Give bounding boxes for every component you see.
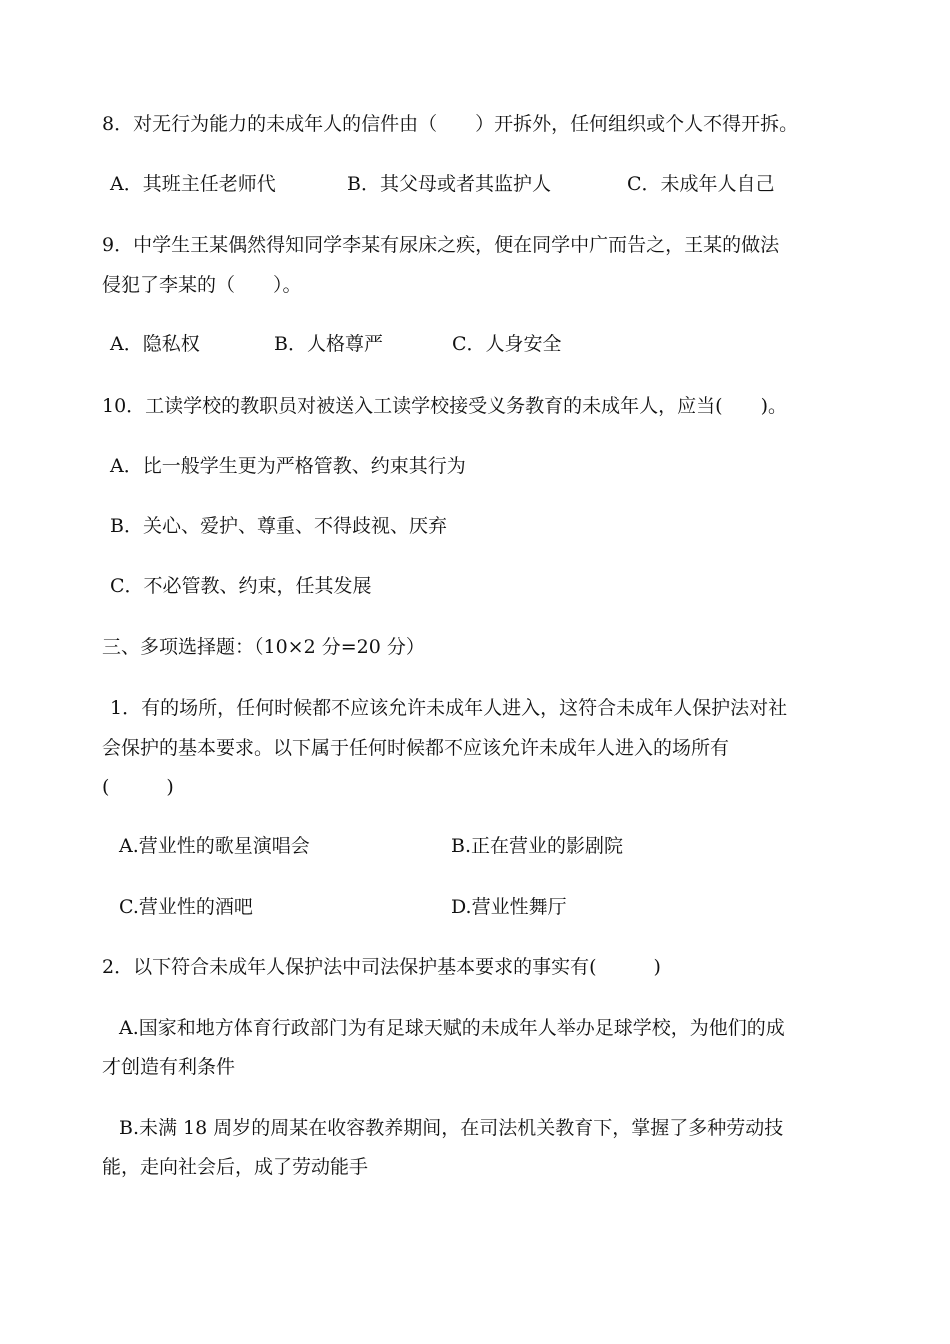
question-10-option-c: C．不必管教、约束，任其发展 <box>110 575 372 597</box>
question-8-option-a: A．其班主任老师代 <box>110 173 276 195</box>
multi-question-1-stem-line-2: 会保护的基本要求。以下属于任何时候都不应该允许未成年人进入的场所有 <box>102 737 730 759</box>
multi-question-1-stem-line-1: 1．有的场所，任何时候都不应该允许未成年人进入，这符合未成年人保护法对社 <box>110 697 788 719</box>
multi-question-2-option-b-line-2: 能，走向社会后，成了劳动能手 <box>102 1156 369 1178</box>
multi-question-1-option-b: B.正在营业的影剧院 <box>451 835 624 857</box>
question-10-stem: 10．工读学校的教职员对被送入工读学校接受义务教育的未成年人，应当( )。 <box>102 395 788 417</box>
multi-question-2-option-b-line-1: B.未满 18 周岁的周某在收容教养期间，在司法机关教育下，掌握了多种劳动技 <box>119 1117 784 1139</box>
question-10-option-a: A．比一般学生更为严格管教、约束其行为 <box>110 455 466 477</box>
question-8-option-b: B．其父母或者其监护人 <box>347 173 551 195</box>
multi-question-2-stem: 2．以下符合未成年人保护法中司法保护基本要求的事实有( ) <box>102 956 661 978</box>
multi-question-1-option-d: D.营业性舞厅 <box>451 896 567 918</box>
question-9-option-b: B．人格尊严 <box>274 333 383 355</box>
question-9-stem-line-2: 侵犯了李某的（ ）。 <box>102 274 302 296</box>
question-9-option-a: A．隐私权 <box>110 333 200 355</box>
multi-question-2-option-a-line-2: 才创造有利条件 <box>102 1056 236 1078</box>
question-8-stem: 8．对无行为能力的未成年人的信件由（ ）开拆外，任何组织或个人不得开拆。 <box>102 113 799 135</box>
question-8-option-c: C．未成年人自己 <box>627 173 775 195</box>
multi-question-1-option-c: C.营业性的酒吧 <box>119 896 253 918</box>
question-9-stem-line-1: 9．中学生王某偶然得知同学李某有尿床之疾，便在同学中广而告之，王某的做法 <box>102 234 780 256</box>
multi-question-1-option-a: A.营业性的歌星演唱会 <box>119 835 310 857</box>
section-3-heading: 三、多项选择题：（10×2 分=20 分） <box>102 636 425 658</box>
question-10-option-b: B．关心、爱护、尊重、不得歧视、厌弃 <box>110 515 447 537</box>
multi-question-1-stem-line-3: ( ) <box>102 776 174 798</box>
multi-question-2-option-a-line-1: A.国家和地方体育行政部门为有足球天赋的未成年人举办足球学校，为他们的成 <box>119 1017 785 1039</box>
question-9-option-c: C．人身安全 <box>452 333 562 355</box>
